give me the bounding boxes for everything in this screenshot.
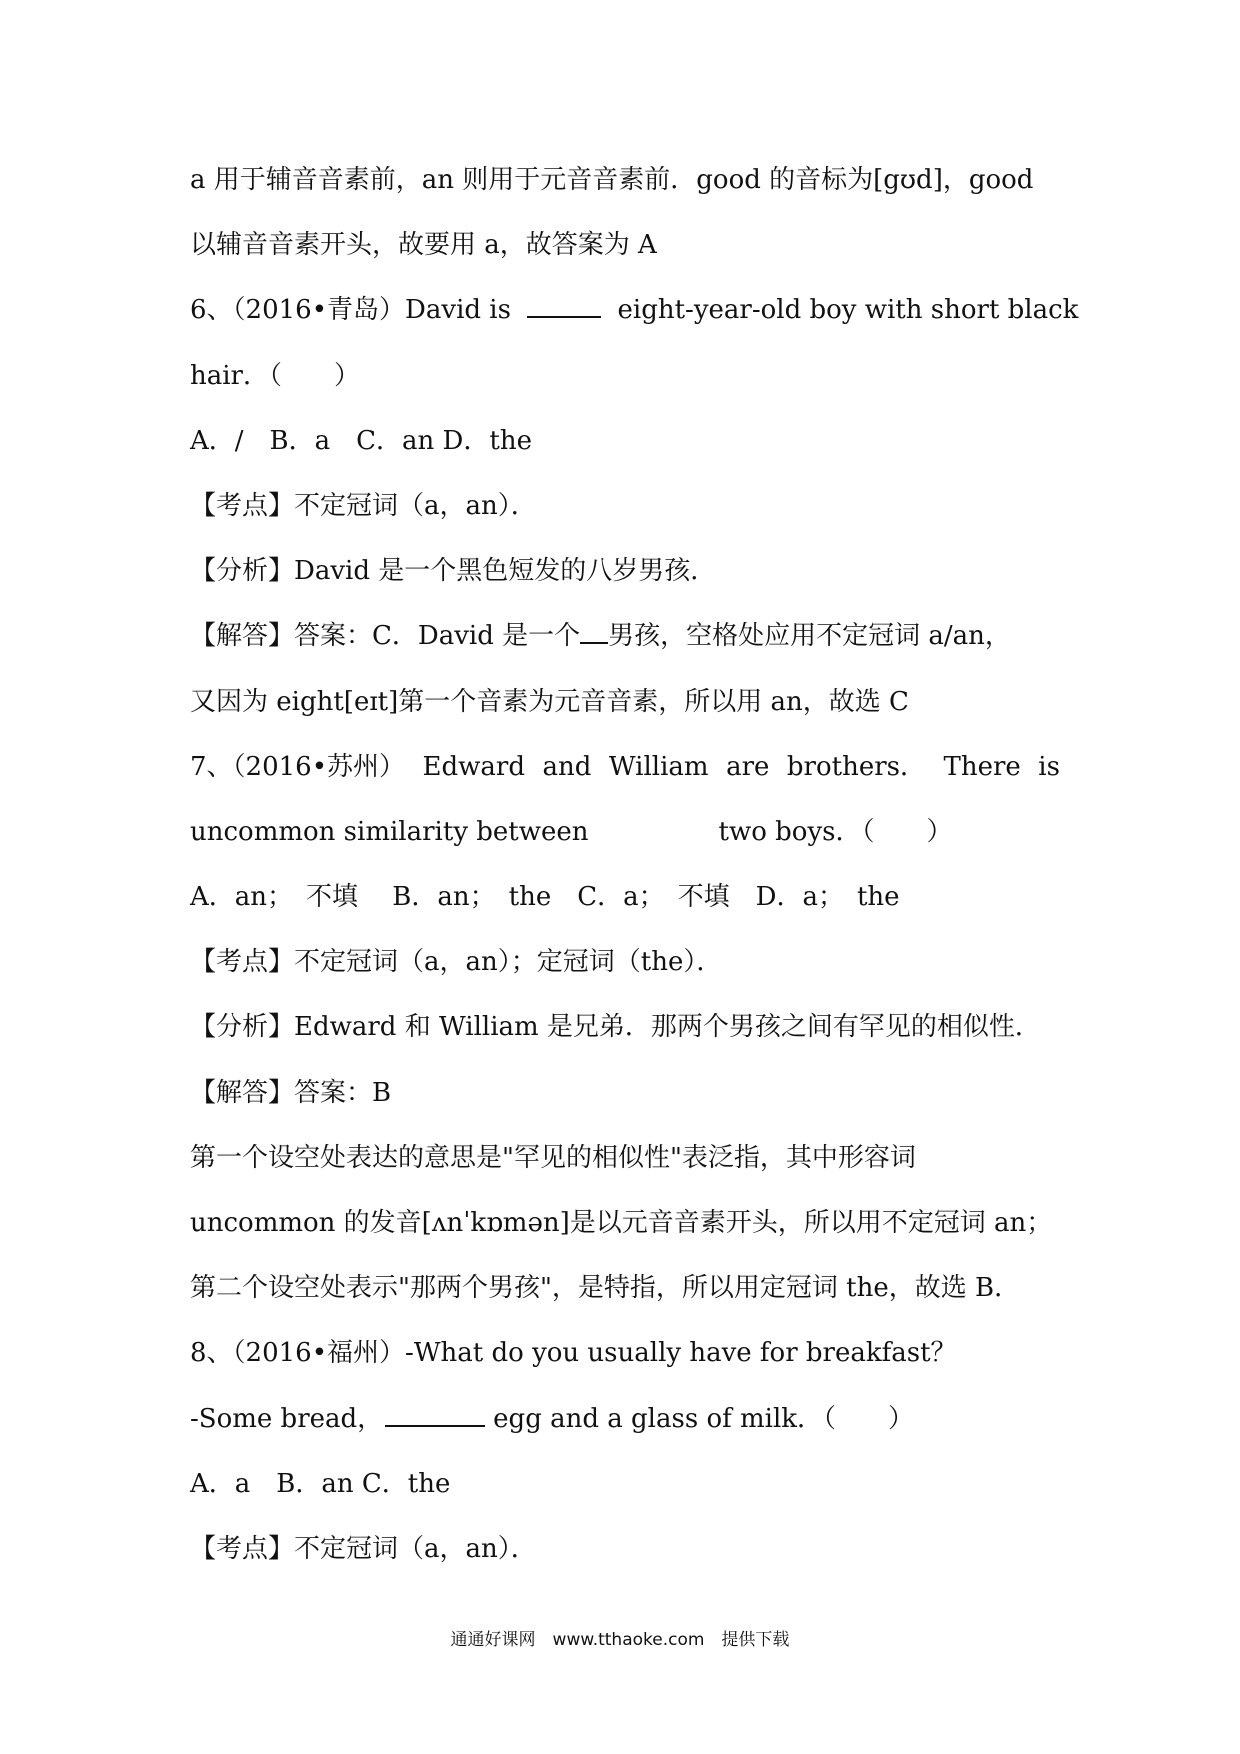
question-7-stem xyxy=(190,735,1060,800)
text-line: 以辅音音素开头，故要用 a，故答案为 A xyxy=(190,230,657,261)
question-6-text-a: 6、（2016•青岛）David is xyxy=(190,295,511,326)
question-8-stem: 8、（2016•福州）-What do you usually have for breakfast？ xyxy=(190,1338,957,1369)
answer-text-b: 男孩，空格处应用不定冠词 a/an， xyxy=(608,621,1011,652)
question-8-text-b: egg and a glass of milk．（ ） xyxy=(493,1403,915,1434)
question-7-point: 【考点】不定冠词（a，an）；定冠词（the）． xyxy=(190,947,723,978)
question-7-explanation: 第一个设空处表达的意思是"罕见的相似性"表泛指，其中形容词 xyxy=(190,1142,916,1173)
answer-blank xyxy=(385,1403,485,1427)
question-7-explanation: 第二个设空处表示"那两个男孩"，是特指，所以用定冠词 the，故选 B． xyxy=(190,1273,1021,1304)
question-8-options: A．a B．an C．the xyxy=(190,1468,451,1499)
page-footer: 通通好课网 www.tthaoke.com 提供下载 xyxy=(450,1630,790,1650)
question-6-point: 【考点】不定冠词（a，an）． xyxy=(190,490,537,521)
question-6-options: A．/ B．a C．an D．the xyxy=(190,425,532,456)
question-7-explanation: uncommon 的发音[ʌnˈkɒmən]是以元音音素开头，所以用不定冠词 an； xyxy=(190,1208,1053,1238)
word: and xyxy=(542,751,592,782)
word: There xyxy=(943,751,1021,782)
word: brothers． xyxy=(786,751,926,782)
text-line: a 用于辅音音素前，an 则用于元音音素前．good 的音标为[gʊd]，good xyxy=(190,165,1034,195)
question-8-stem-end xyxy=(190,1387,1060,1452)
question-6-stem xyxy=(190,278,1079,343)
question-7-options: A．an； 不填 B．an； the C．a； 不填 D．a； the xyxy=(190,882,900,913)
word: is xyxy=(1038,751,1060,782)
word: are xyxy=(726,751,770,782)
word: William xyxy=(608,751,709,782)
question-7-text-b: two boys．（ ） xyxy=(718,816,953,847)
question-6-answer xyxy=(190,604,1060,669)
word: 7、（2016•苏州） xyxy=(190,751,406,782)
question-8-point: 【考点】不定冠词（a，an）． xyxy=(190,1533,537,1564)
answer-blank xyxy=(580,620,608,644)
question-6-analysis: 【分析】David 是一个黑色短发的八岁男孩． xyxy=(190,556,717,587)
question-7-text-a: uncommon similarity between xyxy=(190,816,589,847)
question-7-analysis: 【分析】Edward 和 William 是兄弟．那两个男孩之间有罕见的相似性． xyxy=(190,1012,1041,1043)
question-8-text-a: -Some bread， xyxy=(190,1403,384,1434)
question-6-explanation: 又因为 eight[eɪt]第一个音素为元音音素，所以用 an，故选 C xyxy=(190,686,909,717)
question-6-stem-end: hair．（ ） xyxy=(190,360,360,391)
question-7-stem-end xyxy=(190,800,1060,865)
word: Edward xyxy=(422,751,525,782)
answer-text-a: 【解答】答案：C．David 是一个 xyxy=(190,621,581,652)
question-6-text-b: eight-year-old boy with short black xyxy=(617,295,1079,326)
answer-blank xyxy=(527,294,601,318)
document-body xyxy=(190,148,1079,1582)
question-7-answer: 【解答】答案：B xyxy=(190,1077,392,1108)
